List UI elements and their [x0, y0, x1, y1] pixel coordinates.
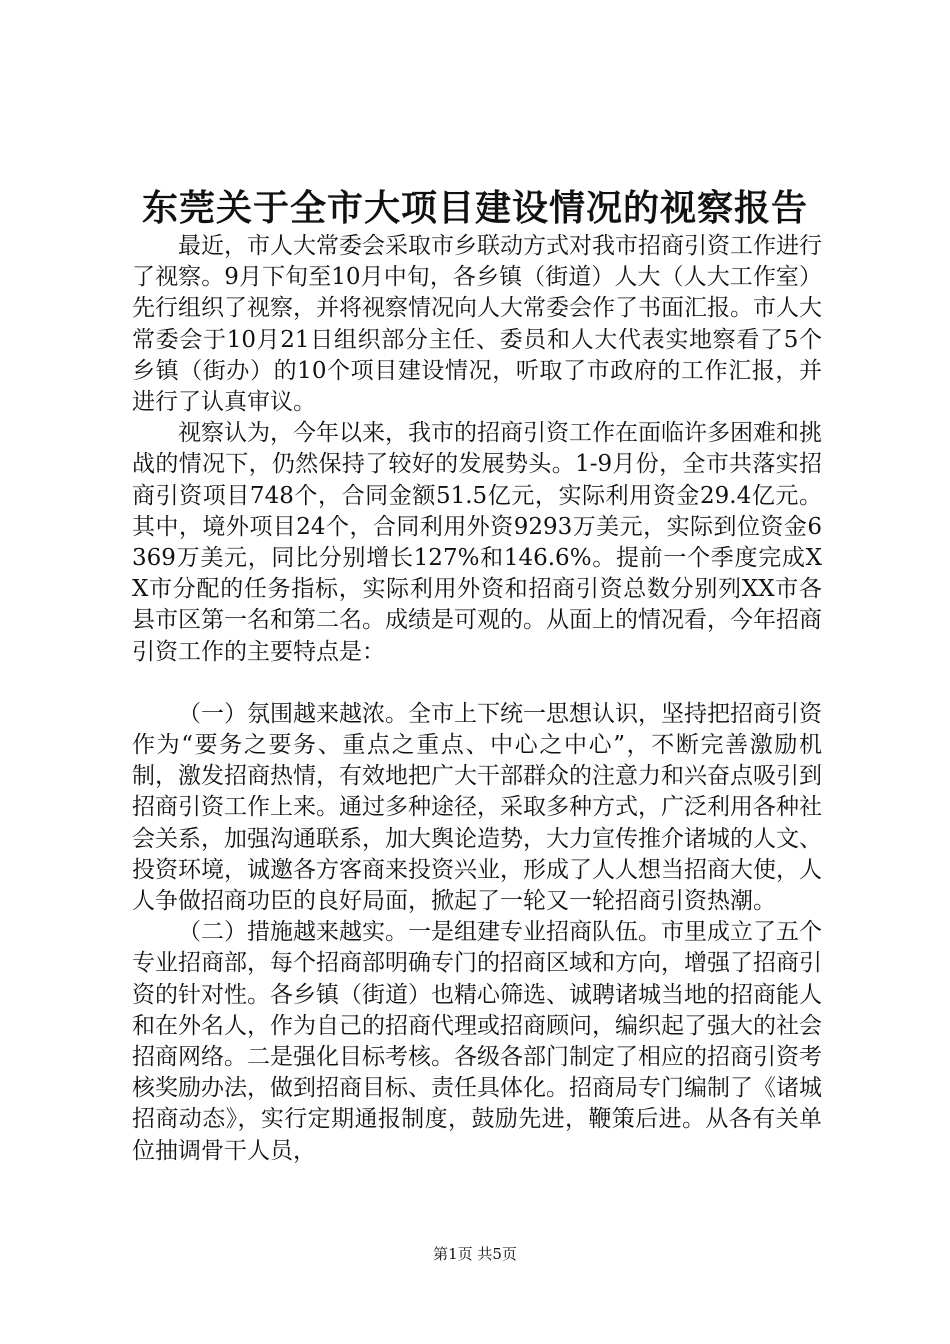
- paragraph-2: 视察认为，今年以来，我市的招商引资工作在面临许多困难和挑战的情况下，仍然保持了较好的发展势头。1-9月份，全市共落实招商引资项目748个，合同金额51.5亿元，实际利用资金29.4亿元。其中，境外项目24个，合同利用外资9293万美元，实际到位资金6369万美元，同比分别增长127%和146.6%。提前一个季度完成XX市分配的任务指标，实际利用外资和招商引资总数分别列XX市各县市区第一名和第二名。成绩是可观的。从面上的情况看，今年招商引资工作的主要特点是：: [132, 420, 822, 665]
- document-body: [132, 231, 822, 1167]
- page-number-footer: 第1页 共5页: [433, 1245, 517, 1263]
- paragraph-1: 最近，市人大常委会采取市乡联动方式对我市招商引资工作进行了视察。9月下旬至10月中旬，各乡镇（街道）人大（人大工作室）先行组织了视察，并将视察情况向人大常委会作了书面汇报。市人大常委会于10月21日组织部分主任、委员和人大代表实地察看了5个乡镇（街办）的10个项目建设情况，听取了市政府的工作汇报，并进行了认真审议。: [132, 233, 822, 416]
- paragraph-4: （二）措施越来越实。一是组建专业招商队伍。市里成立了五个专业招商部，每个招商部明确专门的招商区域和方向，增强了招商引资的针对性。各乡镇（街道）也精心筛选、诚聘诸城当地的招商能人和在外名人，作为自己的招商代理或招商顾问，编织起了强大的社会招商网络。二是强化目标考核。各级各部门制定了相应的招商引资考核奖励办法，做到招商目标、责任具体化。招商局专门编制了《诸城招商动态》，实行定期通报制度，鼓励先进，鞭策后进。从各有关单位抽调骨干人员，: [132, 919, 822, 1164]
- document-title: 东莞关于全市大项目建设情况的视察报告: [141, 187, 808, 229]
- paragraph-3: （一）氛围越来越浓。全市上下统一思想认识，坚持把招商引资作为“要务之要务、重点之重点、中心之中心”，不断完善激励机制，激发招商热情，有效地把广大干部群众的注意力和兴奋点吸引到招商引资工作上来。通过多种途径，采取多种方式，广泛利用各种社会关系，加强沟通联系，加大舆论造势，大力宣传推介诸城的人文、投资环境，诚邀各方客商来投资兴业，形成了人人想当招商大使，人人争做招商功臣的良好局面，掀起了一轮又一轮招商引资热潮。: [132, 700, 822, 915]
